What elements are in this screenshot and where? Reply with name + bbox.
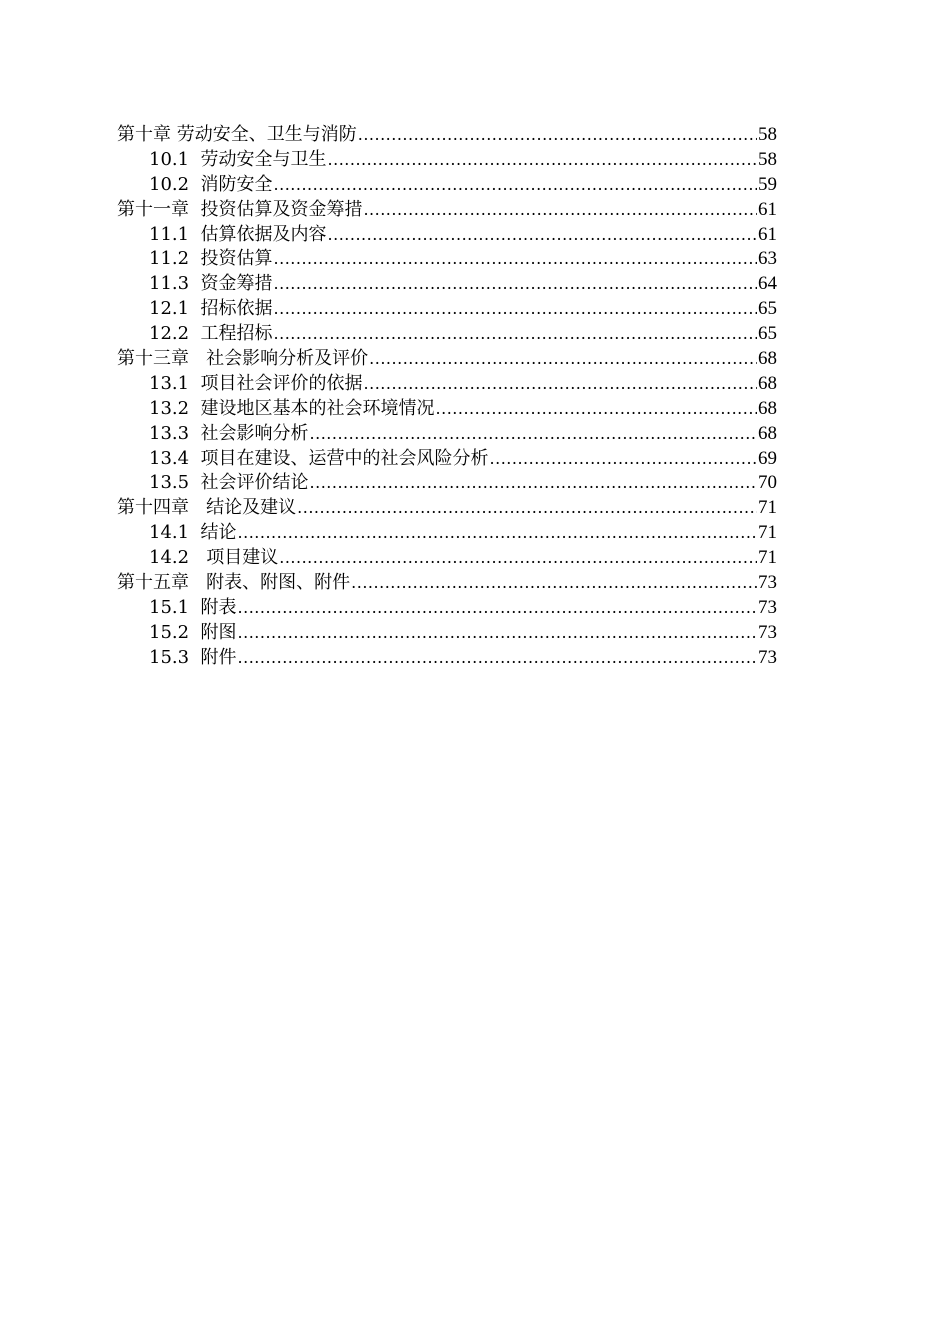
- toc-entry-label: 15.1 附表: [149, 596, 237, 618]
- toc-entry-label: 12.2 工程招标: [149, 323, 273, 345]
- toc-entry-label: 第十三章 社会影响分析及评价: [117, 348, 369, 370]
- toc-entry-label: 10.2 消防安全: [149, 173, 273, 195]
- toc-entry-label: 13.5 社会评价结论: [149, 472, 309, 494]
- toc-page-number: 68: [758, 348, 777, 370]
- toc-page-number: 59: [758, 173, 777, 195]
- toc-page-number: 58: [758, 124, 777, 145]
- toc-dot-leader: [279, 546, 757, 571]
- toc-entry-11-3[interactable]: [117, 272, 777, 297]
- toc-entry-label: 10.1 劳动安全与卫生: [149, 148, 327, 170]
- toc-entry-label: 15.3 附件: [149, 646, 237, 668]
- toc-page-number: 61: [758, 223, 777, 245]
- toc-dot-leader: [310, 422, 757, 447]
- toc-entry-14-2[interactable]: [117, 546, 777, 571]
- toc-page-number: 69: [758, 447, 777, 469]
- toc-page-number: 73: [758, 646, 777, 668]
- toc-page-number: 68: [758, 397, 777, 419]
- toc-entry-chapter-10[interactable]: [117, 123, 777, 148]
- toc-entry-13-2[interactable]: [117, 397, 777, 422]
- toc-entry-13-1[interactable]: [117, 372, 777, 397]
- toc-entry-11-1[interactable]: [117, 223, 777, 248]
- toc-entry-label: 11.3 资金筹措: [149, 273, 273, 295]
- toc-entry-13-4[interactable]: [117, 447, 777, 472]
- toc-entry-10-2[interactable]: [117, 173, 777, 198]
- toc-dot-leader: [364, 372, 757, 397]
- toc-page-number: 61: [758, 198, 777, 220]
- toc-entry-13-3[interactable]: [117, 422, 777, 447]
- toc-entry-label: 13.1 项目社会评价的依据: [149, 372, 363, 394]
- toc-dot-leader: [358, 123, 757, 148]
- toc-page-number: 65: [758, 298, 777, 320]
- toc-page-number: 68: [758, 372, 777, 394]
- toc-entry-label: 第十章 劳动安全、卫生与消防: [117, 124, 357, 145]
- toc-page-number: 65: [758, 323, 777, 345]
- toc-entry-15-1[interactable]: [117, 596, 777, 621]
- toc-entry-label: 13.4 项目在建设、运营中的社会风险分析: [149, 447, 489, 469]
- toc-dot-leader: [363, 198, 757, 223]
- toc-page-number: 68: [758, 422, 777, 444]
- toc-dot-leader: [297, 496, 757, 521]
- toc-entry-label: 11.1 估算依据及内容: [149, 223, 327, 245]
- toc-page-number: 71: [758, 497, 777, 519]
- toc-entry-label: 14.1 结论: [149, 522, 237, 544]
- toc-dot-leader: [328, 223, 757, 248]
- toc-entry-15-3[interactable]: [117, 646, 777, 671]
- toc-page-number: 73: [758, 596, 777, 618]
- toc-dot-leader: [490, 447, 757, 472]
- toc-entry-label: 14.2 项目建议: [149, 547, 279, 569]
- toc-entry-12-1[interactable]: [117, 297, 777, 322]
- toc-entry-label: 第十四章 结论及建议: [117, 497, 297, 519]
- toc-dot-leader: [238, 521, 757, 546]
- toc-dot-leader: [328, 148, 757, 173]
- toc-dot-leader: [274, 322, 757, 347]
- toc-page-number: 63: [758, 248, 777, 270]
- toc-page-number: 71: [758, 547, 777, 569]
- toc-entry-label: 第十五章 附表、附图、附件: [117, 572, 351, 594]
- toc-page-number: 64: [758, 273, 777, 295]
- toc-dot-leader: [238, 646, 757, 671]
- toc-entry-10-1[interactable]: [117, 148, 777, 173]
- toc-dot-leader: [369, 347, 757, 372]
- toc-entry-15-2[interactable]: [117, 621, 777, 646]
- toc-page-number: 71: [758, 522, 777, 544]
- toc-entry-12-2[interactable]: [117, 322, 777, 347]
- toc-entry-chapter-13[interactable]: [117, 347, 777, 372]
- toc-page-number: 58: [758, 148, 777, 170]
- table-of-contents: [117, 123, 777, 671]
- toc-entry-label: 12.1 招标依据: [149, 298, 273, 320]
- toc-entry-chapter-11[interactable]: [117, 198, 777, 223]
- toc-entry-13-5[interactable]: [117, 471, 777, 496]
- toc-page-number: 73: [758, 621, 777, 643]
- toc-dot-leader: [274, 272, 757, 297]
- toc-entry-label: 13.3 社会影响分析: [149, 422, 309, 444]
- toc-entry-chapter-14[interactable]: [117, 496, 777, 521]
- toc-dot-leader: [238, 596, 757, 621]
- toc-page-number: 73: [758, 572, 777, 594]
- toc-entry-11-2[interactable]: [117, 247, 777, 272]
- toc-entry-label: 15.2 附图: [149, 621, 237, 643]
- toc-dot-leader: [436, 397, 757, 422]
- toc-dot-leader: [351, 571, 757, 596]
- toc-dot-leader: [274, 173, 757, 198]
- toc-dot-leader: [310, 471, 757, 496]
- toc-entry-label: 第十一章 投资估算及资金筹措: [117, 198, 363, 220]
- toc-entry-label: 13.2 建设地区基本的社会环境情况: [149, 397, 435, 419]
- toc-entry-14-1[interactable]: [117, 521, 777, 546]
- toc-page-number: 70: [758, 472, 777, 494]
- toc-dot-leader: [274, 297, 757, 322]
- toc-entry-chapter-15[interactable]: [117, 571, 777, 596]
- toc-entry-label: 11.2 投资估算: [149, 248, 273, 270]
- toc-dot-leader: [274, 247, 757, 272]
- toc-dot-leader: [238, 621, 757, 646]
